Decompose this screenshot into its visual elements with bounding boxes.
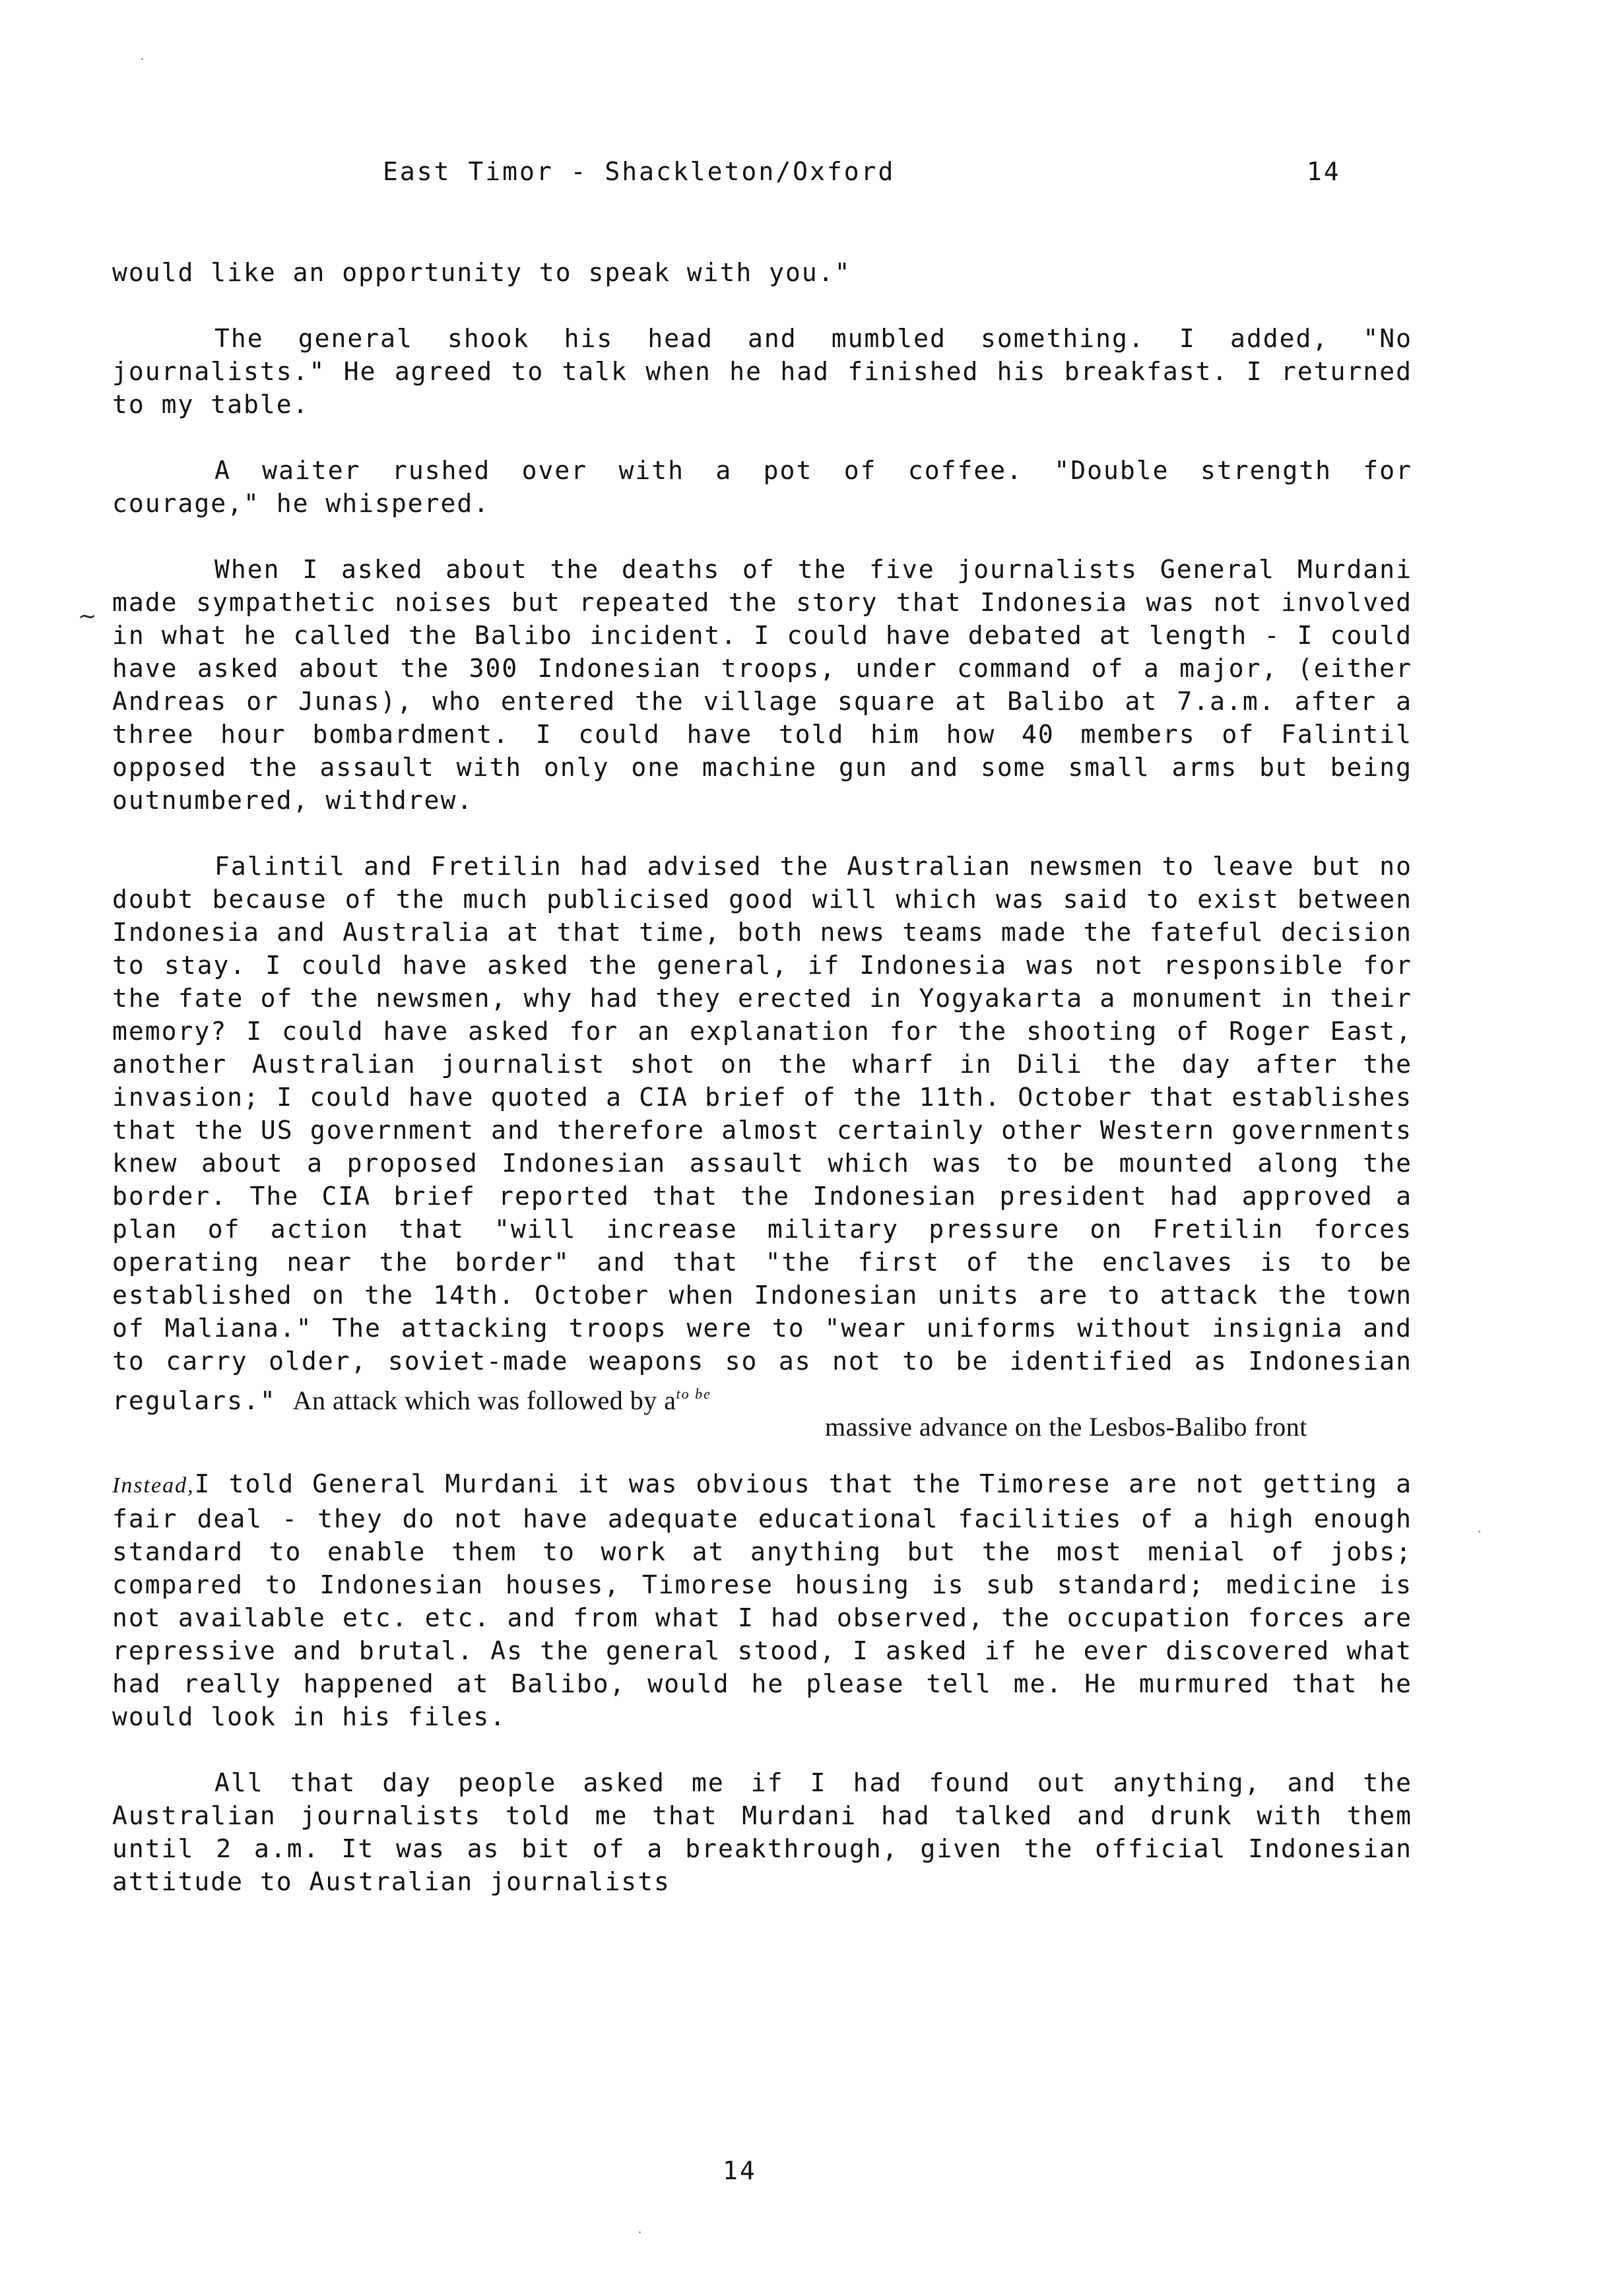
paragraph-6 xyxy=(112,1467,1412,1733)
paragraph-5-text: Falintil and Fretilin had advised the Australian newsmen to leave but no doubt because of the much publicised good will which was said to exist between Indonesia and Australia at that time, both news teams made the fateful decision to stay. I could have asked the general, if Indonesia was not responsible for the fate of the newsmen, why had they erected in Yogyakarta a monument in their memory? I could have asked for an explanation for the shooting of Roger East, another Australian journalist shot on the wharf in Dili the day after the invasion; I could have quoted a CIA brief of the 11th. October that establishes that the US government and therefore almost certainly other Western governments knew about a proposed Indonesian assault which was to be mounted along the border. The CIA brief reported that the Indonesian president had approved a plan of action that "will increase military pressure on Fretilin forces operating near the border" and that "the first of the enclaves is to be established on the 14th. October when Indonesian units are to attack the town of Maliana." The attacking troops were to "wear uniforms without insignia and to carry older, soviet-made weapons so as not to be identified as Indonesian regulars." xyxy=(112,852,1412,1415)
page-footer-number: 14 xyxy=(723,2156,757,2185)
handwritten-superscript: to be xyxy=(676,1386,711,1402)
header-title: East Timor - Shackleton/Oxford xyxy=(383,157,896,186)
paragraph-4: When I asked about the deaths of the five journalists General Murdani made sympathetic noises but repeated the story that Indonesia was not involved in what he called the Balibo incident. I could have debated at length - I could have asked about the 300 Indonesian troops, under command of a major, (either Andreas or Junas), who entered the village square at Balibo at 7.a.m. after a three hour bombardment. I could have told him how 40 members of Falintil opposed the assault with only one machine gun and some small arms but being outnumbered, withdrew. xyxy=(112,555,1412,815)
paragraph-2: The general shook his head and mumbled something. I added, "No journalists." He agreed to talk when he had finished his breakfast. I returned to my table. xyxy=(112,324,1412,419)
paragraph-1: would like an opportunity to speak with you." xyxy=(112,258,851,287)
paragraph-5 xyxy=(112,850,1412,1417)
scan-speck xyxy=(639,2231,641,2233)
header-page-number: 14 xyxy=(1307,157,1341,186)
scan-speck xyxy=(141,58,143,60)
margin-mark: ~ xyxy=(78,603,97,629)
body-text xyxy=(112,256,1412,1931)
paragraph-3: A waiter rushed over with a pot of coffee. "Double strength for courage," he whispered. xyxy=(112,456,1412,518)
typed-insert-continuation: massive advance on the Lesbos-Balibo front xyxy=(825,1412,1307,1442)
scan-speck xyxy=(1478,1531,1480,1533)
handwritten-instead: Instead, xyxy=(112,1473,195,1498)
paragraph-6-text: I told General Murdani it was obvious that the Timorese are not getting a fair deal - they do not have adequate educational facilities of a high enough standard to enable them to work at anything but the most menial of jobs; compared to Indonesian houses, Timorese housing is sub standard; medicine is not available etc. etc. and from what I had observed, the occupation forces are repressive and brutal. As the general stood, I asked if he ever discovered what had really happened at Balibo, would he please tell me. He murmured that he would look in his files. xyxy=(112,1469,1412,1731)
paragraph-7: All that day people asked me if I had found out anything, and the Australian journalists told me that Murdani had talked and drunk with them until 2 a.m. It was as bit of a breakthrough, given the official Indonesian attitude to Australian journalists xyxy=(112,1768,1412,1896)
typed-insert-inline: An attack which was followed by a xyxy=(292,1386,676,1415)
